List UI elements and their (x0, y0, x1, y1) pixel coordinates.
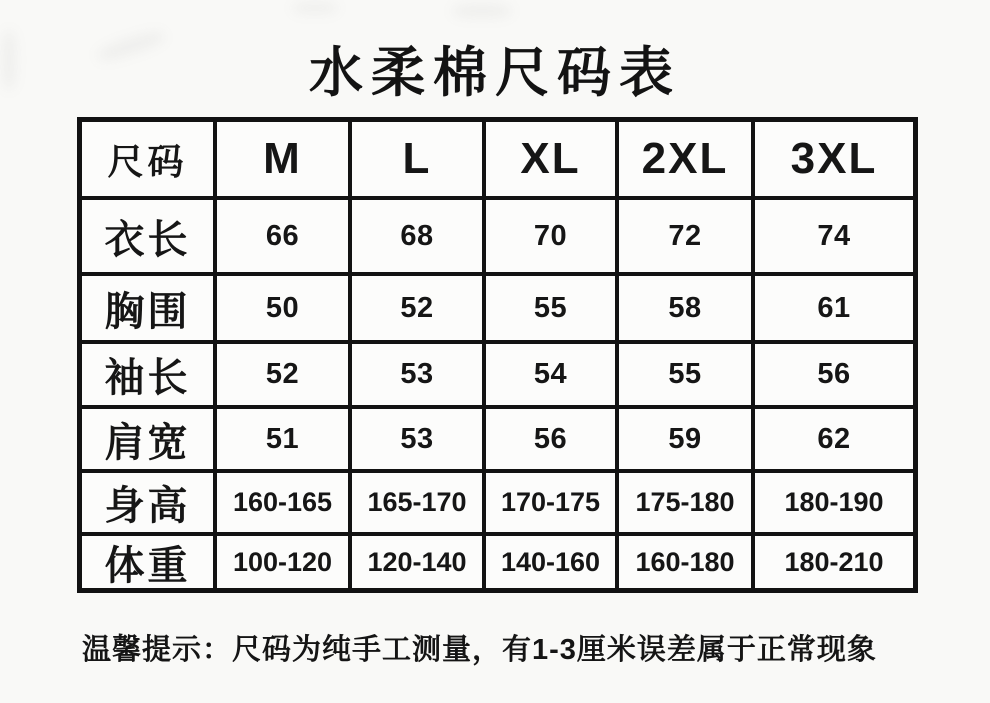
row-label-sleeve-length: 袖长 (82, 344, 213, 405)
table-header-2xl: 2XL (619, 122, 751, 196)
jpeg-ghost-artifact (452, 4, 512, 18)
cell-weight-l: 120-140 (352, 536, 482, 588)
cell-height-m: 160-165 (217, 473, 348, 532)
cell-height-xl: 170-175 (486, 473, 615, 532)
cell-garment-length-3xl: 74 (755, 200, 913, 272)
cell-sleeve-length-3xl: 56 (755, 344, 913, 405)
cell-chest-3xl: 61 (755, 276, 913, 340)
cell-height-3xl: 180-190 (755, 473, 913, 532)
cell-sleeve-length-l: 53 (352, 344, 482, 405)
cell-chest-l: 52 (352, 276, 482, 340)
cell-shoulder-width-xl: 56 (486, 409, 615, 469)
row-label-shoulder-width: 肩宽 (82, 409, 213, 469)
table-header-xl: XL (486, 122, 615, 196)
cell-shoulder-width-m: 51 (217, 409, 348, 469)
page-title: 水柔棉尺码表 (309, 43, 681, 103)
cell-weight-m: 100-120 (217, 536, 348, 588)
table-header-size: 尺码 (82, 122, 213, 196)
size-chart-table (77, 117, 918, 593)
cell-weight-2xl: 160-180 (619, 536, 751, 588)
cell-garment-length-xl: 70 (486, 200, 615, 272)
cell-garment-length-m: 66 (217, 200, 348, 272)
cell-shoulder-width-3xl: 62 (755, 409, 913, 469)
cell-chest-2xl: 58 (619, 276, 751, 340)
cell-garment-length-2xl: 72 (619, 200, 751, 272)
cell-sleeve-length-xl: 54 (486, 344, 615, 405)
cell-weight-3xl: 180-210 (755, 536, 913, 588)
row-label-weight: 体重 (82, 536, 213, 588)
cell-shoulder-width-2xl: 59 (619, 409, 751, 469)
cell-sleeve-length-2xl: 55 (619, 344, 751, 405)
table-header-3xl: 3XL (755, 122, 913, 196)
table-header-l: L (352, 122, 482, 196)
cell-weight-xl: 140-160 (486, 536, 615, 588)
table-header-m: M (217, 122, 348, 196)
cell-garment-length-l: 68 (352, 200, 482, 272)
cell-shoulder-width-l: 53 (352, 409, 482, 469)
measurement-disclaimer-note: 温馨提示：尺码为纯手工测量，有1-3厘米误差属于正常现象 (82, 634, 877, 666)
row-label-chest: 胸围 (82, 276, 213, 340)
cell-sleeve-length-m: 52 (217, 344, 348, 405)
cell-chest-m: 50 (217, 276, 348, 340)
cell-chest-xl: 55 (486, 276, 615, 340)
cell-height-2xl: 175-180 (619, 473, 751, 532)
row-label-garment-length: 衣长 (82, 200, 213, 272)
row-label-height: 身高 (82, 473, 213, 532)
cell-height-l: 165-170 (352, 473, 482, 532)
jpeg-ghost-artifact (292, 2, 338, 14)
